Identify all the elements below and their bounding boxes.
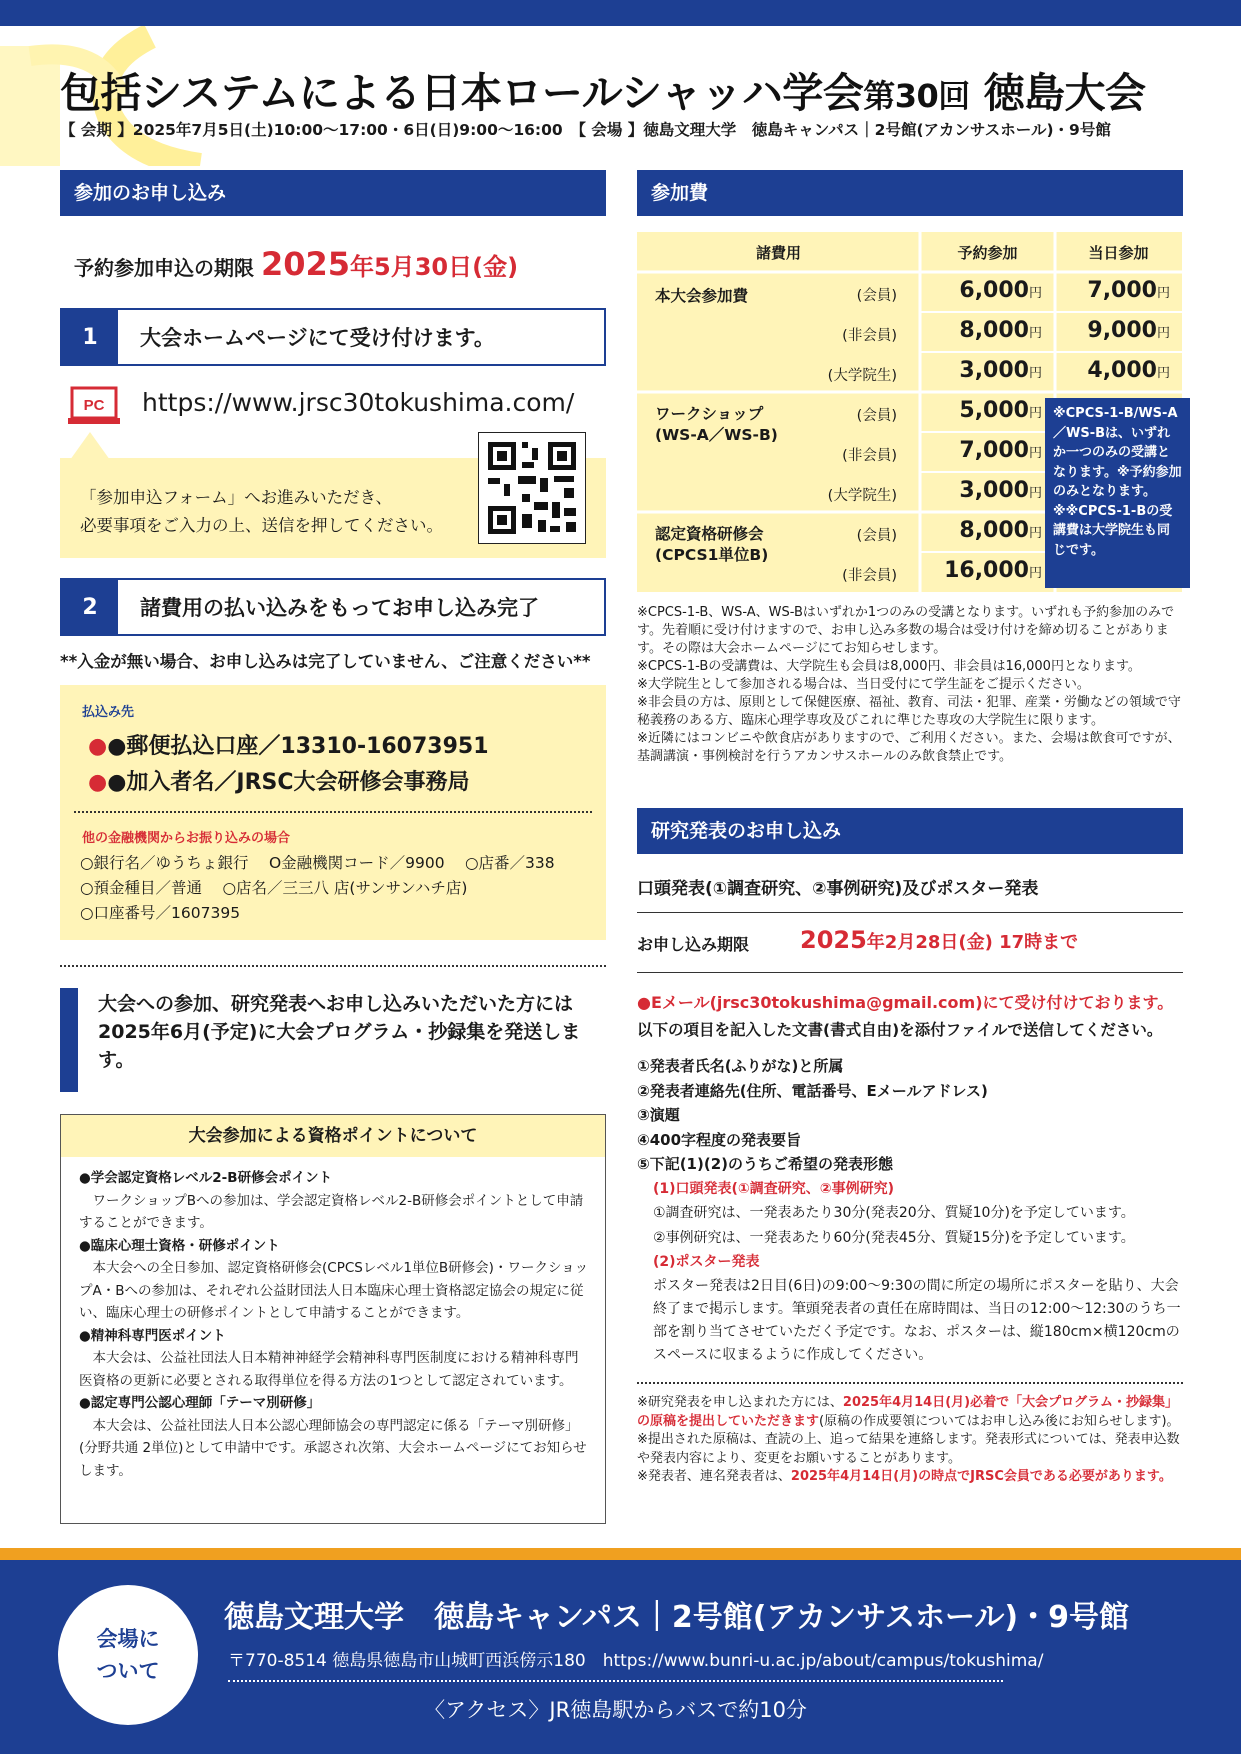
point-4-body: 本大会は、公益社団法人日本公認心理師協会の専門認定に係る「テーマ別研修」(分野共通 2単位)として申請中です。承認され次第、大会ホームページにてお知らせします。 xyxy=(79,1417,587,1479)
top-color-bar xyxy=(0,0,1241,26)
footer-address: 〒770-8514 徳島県徳島市山城町西浜傍示180 xyxy=(228,1651,586,1671)
research-deadline-label: お申し込み期限 xyxy=(637,935,750,954)
points-box xyxy=(60,1114,606,1524)
application-heading: 参加のお申し込み xyxy=(60,170,606,216)
divider xyxy=(637,972,1183,973)
account-holder: ●●加入者名／JRSC大会研修会事務局 xyxy=(88,770,470,795)
fee-value: 9,000円 xyxy=(1087,318,1170,343)
fee-col-header: 諸費用 xyxy=(755,244,801,262)
list-item: ②発表者連絡先(住所、電話番号、Eメールアドレス) xyxy=(637,1081,988,1100)
step-2 xyxy=(60,578,606,636)
fee-group-name: 本大会参加費 xyxy=(655,287,749,305)
step-1 xyxy=(60,308,606,366)
list-item: ①発表者氏名(ふりがな)と所属 xyxy=(637,1057,844,1075)
footer-stripe xyxy=(0,1548,1241,1560)
point-1-title: ●学会認定資格レベル2-B研修会ポイント xyxy=(79,1170,333,1186)
fee-value: 4,000円 xyxy=(1087,358,1170,383)
form-instruction-line1: 「参加申込フォーム」へお進みいただき、 xyxy=(80,488,393,507)
fee-type: (大学院生) xyxy=(827,368,897,384)
divider xyxy=(60,965,606,967)
fee-group-name: 認定資格研修会 (CPCS1単位B) xyxy=(655,525,769,564)
divider xyxy=(228,1680,1003,1682)
callout-pointer xyxy=(70,432,110,460)
fee-type: (会員) xyxy=(856,288,897,304)
event-info-line xyxy=(60,118,1190,140)
qr-code-icon[interactable] xyxy=(478,432,586,544)
fee-value: 3,000円 xyxy=(959,358,1042,383)
research-deadline: 2025年2月28日(金) 17時まで xyxy=(800,926,1079,954)
page-title: 包括システムによる日本ロールシャッハ学会第30回 徳島大会 xyxy=(60,69,1146,117)
fee-type: (非会員) xyxy=(842,568,897,584)
point-1-body: ワークショップBへの参加は、学会認定資格レベル2-B研修会ポイントとして申請することができます。 xyxy=(79,1192,584,1231)
footer-url[interactable]: https://www.bunri-u.ac.jp/about/campus/tokushima/ xyxy=(602,1651,1044,1671)
fee-note: ※CPCS-1-B、WS-A、WS-Bはいずれか1つのみの受講となります。いずれも予約参加のみです。先着順に受け付けますので、お申し込み多数の場合は受け付けを締め切ることがあります。その際は大会ホームページにてお知らせします。 xyxy=(637,605,1175,656)
bank-info-3: ○口座番号／1607395 xyxy=(80,904,241,922)
payment-warning: **入金が無い場合、お申し込みは完了していません、ご注意ください** xyxy=(60,652,591,671)
research-note-2: ※提出された原稿は、査読の上、追って結果を連絡します。発表形式については、発表申込数や発表内容により、変更をお願いすることがあります。 xyxy=(637,1432,1180,1466)
fee-value: 7,000円 xyxy=(1087,278,1170,303)
poster-body: ポスター発表は2日目(6日)の9:00～9:30の間に所定の場所にポスターを貼り、大会終了まで掲示します。筆頭発表者の責任在席時間は、当日の12:00～12:30のうち一部を割り当てさせていただく予定です。なお、ポスターは、縦180cm×横120cmのスペースに収まるように作成してください。 xyxy=(653,1277,1181,1363)
fee-note: ※近隣にはコンビニや飲食店がありますので、ご利用ください。また、会場は飲食可ですが、基調講演・事例検討を行うアカンサスホールのみ飲食禁止です。 xyxy=(637,731,1181,764)
research-types: 口頭発表(①調査研究、②事例研究)及びポスター発表 xyxy=(637,879,1039,899)
other-bank-label: 他の金融機関からお振り込みの場合 xyxy=(82,831,291,846)
oral-2: ②事例研究は、一発表あたり60分(発表45分、質疑15分)を予定しています。 xyxy=(653,1229,1135,1246)
fee-value: 8,000円 xyxy=(959,318,1042,343)
fee-value: 8,000円 xyxy=(959,518,1042,543)
points-heading: 大会参加による資格ポイントについて xyxy=(61,1115,605,1157)
footer-address-line xyxy=(228,1646,1043,1671)
divider xyxy=(637,1382,1183,1384)
research-attach-note: 以下の項目を記入した文書(書式自由)を添付ファイルで送信してください。 xyxy=(637,1021,1163,1039)
research-email[interactable]: ●Eメール(jrsc30tokushima@gmail.com)にて受け付けております。 xyxy=(637,993,1174,1012)
fee-type: (非会員) xyxy=(842,448,897,464)
event-venue: 【 会場 】徳島文理大学 徳島キャンパス｜2号館(アカンサスホール)・9号館 xyxy=(578,121,1111,139)
step-2-text: 諸費用の払い込みをもってお申し込み完了 xyxy=(140,596,539,620)
step-1-text: 大会ホームページにて受け付けます。 xyxy=(140,326,495,350)
fee-type: (大学院生) xyxy=(827,488,897,504)
fee-type: (会員) xyxy=(856,408,897,424)
venue-badge: 会場に ついて xyxy=(58,1585,198,1725)
bank-info-1: ○銀行名／ゆうちょ銀行 O金融機関コード／9900 ○店番／338 xyxy=(80,854,555,872)
program-notice: 大会への参加、研究発表へお申し込みいただいた方には2025年6月(予定)に大会プログラム・抄録集を発送します。 xyxy=(98,993,581,1071)
fee-notes xyxy=(637,604,1185,766)
point-2-title: ●臨床心理士資格・研修ポイント xyxy=(79,1237,280,1254)
footer-venue: 徳島文理大学 徳島キャンパス｜2号館(アカンサスホール)・9号館 xyxy=(224,1600,1129,1635)
pc-label: PC xyxy=(83,397,105,414)
fee-value: 7,000円 xyxy=(959,438,1042,463)
point-2-body: 本大会への全日参加、認定資格研修会(CPCSレベル1単位B研修会)・ワークショップA・Bへの参加は、それぞれ公益財団法人日本臨床心理士資格認定協会の規定に従い、臨床心理士の研修ポイントとして申請することができます。 xyxy=(79,1260,589,1321)
fee-value: 16,000円 xyxy=(944,558,1042,583)
application-deadline: 予約参加申込の期限 2025年5月30日(金) xyxy=(74,245,519,283)
oral-1: ①調査研究は、一発表あたり30分(発表20分、質疑10分)を予定しています。 xyxy=(653,1205,1135,1221)
bank-info-2: ○預金種目／普通 ○店名／三三八 店(サンサンハチ店) xyxy=(80,879,468,897)
fees-heading: 参加費 xyxy=(637,170,1183,216)
step-1-number: 1 xyxy=(62,310,118,364)
research-items xyxy=(637,1054,1187,1367)
fee-value: 3,000円 xyxy=(959,478,1042,503)
oral-title: (1)口頭発表(①調査研究、②事例研究) xyxy=(653,1180,895,1197)
form-instruction-line2: 必要事項をご入力の上、送信を押してください。 xyxy=(80,516,443,535)
footer-access: 〈アクセス〉JR徳島駅からバスで約10分 xyxy=(424,1698,807,1722)
divider xyxy=(637,912,1183,913)
divider xyxy=(74,811,592,813)
research-note-1: ※研究発表を申し込まれた方には、2025年4月14日(月)必着で「大会プログラム・抄録集」の原稿を提出していただきます(原稿の作成要領についてはお申し込み後にお知らせします)。 xyxy=(637,1395,1180,1429)
list-item: ③演題 xyxy=(637,1106,680,1124)
list-item: ⑤下記(1)(2)のうちご希望の発表形態 xyxy=(637,1155,893,1173)
payment-info-box xyxy=(60,685,606,940)
fee-value: 6,000円 xyxy=(959,278,1042,303)
payto-label: 払込み先 xyxy=(82,705,135,720)
point-3-title: ●精神科専門医ポイント xyxy=(79,1327,226,1344)
research-heading: 研究発表のお申し込み xyxy=(637,808,1183,854)
event-period: 【 会期 】2025年7月5日(土)10:00～17:00・6日(日)9:00～16:00 xyxy=(60,121,563,139)
registration-url[interactable]: https://www.jrsc30tokushima.com/ xyxy=(142,388,575,417)
step-2-number: 2 xyxy=(62,580,118,634)
poster-title: (2)ポスター発表 xyxy=(653,1254,760,1270)
fee-value: 5,000円 xyxy=(959,398,1042,423)
fee-note: ※CPCS-1-Bの受講費は、大学院生も会員は8,000円、非会員は16,000円となります。 xyxy=(637,659,1141,674)
fee-group-name: ワークショップ (WS-A／WS-B) xyxy=(655,405,778,444)
notice-accent-bar xyxy=(60,988,78,1092)
point-3-body: 本大会は、公益社団法人日本精神神経学会精神科専門医制度における精神科専門医資格の更新に必要とされる取得単位を得る方法の1つとして認定されています。 xyxy=(79,1350,579,1389)
research-note-3: ※発表者、連名発表者は、2025年4月14日(月)の時点でJRSC会員である必要があります。 xyxy=(637,1469,1172,1484)
fee-side-note: ※CPCS-1-B/WS-A／WS-Bは、いずれか一つのみの受講となります。※予約参加のみとなります。※※CPCS-1-Bの受講費は大学院生も同じです。 xyxy=(1045,398,1190,588)
postal-account: ●●郵便払込口座／13310-16073951 xyxy=(88,734,489,759)
pc-icon xyxy=(68,386,120,426)
fee-note: ※非会員の方は、原則として保健医療、福祉、教育、司法・犯罪、産業・労働などの領域で守秘義務のある方、臨床心理学専攻及びこれに準じた専攻の大学院生に限ります。 xyxy=(637,695,1181,728)
research-notes xyxy=(637,1394,1185,1487)
list-item: ④400字程度の発表要旨 xyxy=(637,1130,802,1149)
point-4-title: ●認定専門公認心理師「テーマ別研修」 xyxy=(79,1395,321,1411)
fee-type: (非会員) xyxy=(842,328,897,344)
fee-col-header: 当日参加 xyxy=(1088,244,1149,262)
fee-col-header: 予約参加 xyxy=(957,244,1018,262)
fee-note: ※大学院生として参加される場合は、当日受付にて学生証をご提示ください。 xyxy=(637,677,1090,692)
fee-type: (会員) xyxy=(856,528,897,544)
